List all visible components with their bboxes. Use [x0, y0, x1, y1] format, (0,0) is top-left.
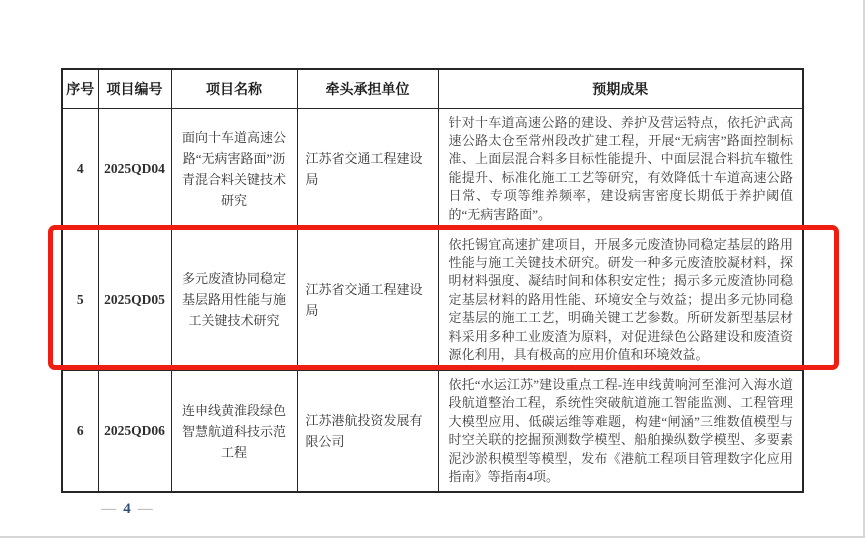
project-name-cell: 面向十车道高速公路“无病害路面”沥青混合料关键技术研究 [171, 108, 297, 229]
header-row [62, 69, 803, 108]
project-name-cell: 多元废渣协同稳定基层路用性能与施工关键技术研究 [171, 229, 297, 370]
row-index-cell: 6 [62, 370, 98, 492]
footer-right-dash: — [137, 501, 153, 517]
lead-unit-cell: 江苏省交通工程建设局 [297, 229, 438, 370]
row-index-cell: 4 [62, 108, 98, 229]
lead-unit-cell: 江苏港航投资发展有限公司 [297, 370, 438, 492]
outcome-cell: 针对十车道高速公路的建设、养护及营运特点，依托沪武高速公路太仓至常州段改扩建工程，开展“无病害”路面控制标准、上面层混合料多目标性能提升、中面层混合料抗车辙性能提升、标准化施工工艺等研究，有效降低十车道高速公路日常、专项等维养频率，建设病害密度长期低于养护阈值的“无病害路面”。 [438, 108, 803, 229]
table-row [62, 229, 803, 370]
table-row [62, 108, 803, 229]
header-cell-name: 项目名称 [171, 69, 297, 108]
page-number: 4 [123, 501, 131, 517]
page-footer [62, 501, 192, 518]
project-code-cell: 2025QD04 [98, 108, 171, 229]
outcome-cell: 依托锡宜高速扩建项目，开展多元废渣协同稳定基层的路用性能与施工关键技术研究。研发一种多元废渣胶凝材料，探明材料强度、凝结时间和体积安定性；揭示多元废渣协同稳定基层材料的路用性能、环境安全与效益；提出多元协同稳定基层的施工工艺，明确关键工艺参数。所研发新型基层材料采用多种工业废渣为原料，对促进绿色公路建设和废渣资源化利用，具有极高的应用价值和环境效益。 [438, 229, 803, 370]
row-index-cell: 5 [62, 229, 98, 370]
header-cell-outcome: 预期成果 [438, 69, 803, 108]
table-row [62, 370, 803, 492]
project-name-cell: 连申线黄淮段绿色智慧航道科技示范工程 [171, 370, 297, 492]
project-code-cell: 2025QD06 [98, 370, 171, 492]
project-code-cell: 2025QD05 [98, 229, 171, 370]
outcome-cell: 依托“水运江苏”建设重点工程-连申线黄响河至淮河入海水道段航道整治工程，系统性突破航道施工智能监测、工程管理大模型应用、低碳运维等难题，构建“闸涵”三维数值模型与时空关联的挖掘预测数学模型、船舶操纵数学模型、多要素泥沙淤积模型等模型，发布《港航工程项目管理数字化应用指南》等指南4项。 [438, 370, 803, 492]
lead-unit-cell: 江苏省交通工程建设局 [297, 108, 438, 229]
header-cell-code: 项目编号 [98, 69, 171, 108]
header-cell-unit: 牵头承担单位 [297, 69, 438, 108]
header-cell-index: 序号 [62, 69, 98, 108]
projects-table [61, 68, 804, 493]
footer-left-dash: — [101, 501, 117, 517]
